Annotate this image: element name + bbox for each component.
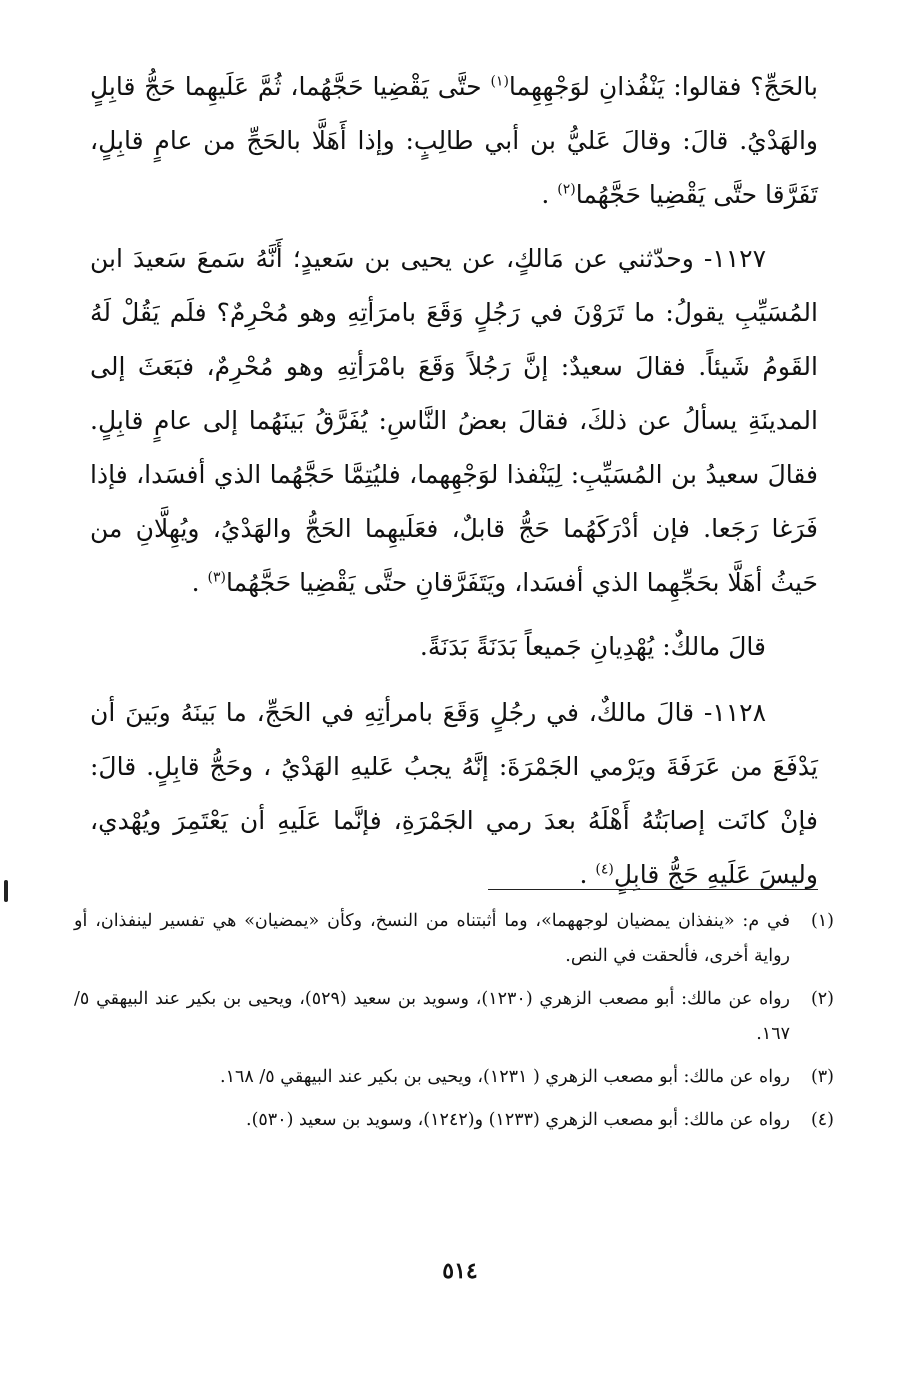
paragraph-end-mark: . [579, 860, 596, 889]
footnote-ref-4[interactable]: (٤) [595, 861, 614, 878]
footnote-2 [74, 982, 834, 1052]
paragraph-hadith-1127 [90, 232, 818, 610]
footnotes-section [74, 904, 834, 1146]
footnote-number: (١) [810, 911, 834, 931]
footnote-number: (٣) [810, 1067, 834, 1087]
paragraph-text: ١١٢٧- وحدّثني عن مَالكٍ، عن يحيى بن سَعيدٍ؛ أَنَّهُ سَمعَ سَعيدَ ابن المُسَيِّبِ يقولُ: ما تَرَوْنَ في رَجُلٍ وَقَعَ بامرَأتِهِ وهو مُحْرِمٌ؟ فلَم يَقُلْ لَهُ القَومُ شَيئاً. فقالَ سعيدٌ: إنَّ رَجُلاً وَقَعَ بامْرَأتِهِ وهو مُحْرِمٌ، فبَعَثَ إلى المدينَةِ يسألُ عن ذلكَ، فقالَ بعضُ النَّاسِ: يُفَرَّقُ بَينَهُما إلى عامٍ قابِلٍ. فقالَ سعيدُ بن المُسَيِّبِ: لِيَنْفذا لوَجْهِهما، فليُتِمَّا حَجَّهُما الذي أفسَدا، فإذا فَرَغا رَجَعا. فإن أدْرَكَهُما حَجُّ قابلٌ، فعَلَيهِما الحَجُّ والهَدْيُ، ويُهِلَّانِ من حَيثُ أهَلَّا بحَجِّهِما الذي أفسَدا، ويَتَفَرَّقانِ حتَّى يَقْضِيا حَجَّهُما [90, 244, 818, 597]
footnote-text: رواه عن مالك: أبو مصعب الزهري (١٢٣٠)، وسويد بن سعيد (٥٢٩)، ويحيى بن بكير عند البيهقي ٥/ ١٦٧. [74, 989, 791, 1044]
paragraph-malik-saying [90, 620, 818, 674]
paragraph-text: حتَّى يَقْضِيا حَجَّهُما، ثُمَّ عَلَيهِما حَجُّ قابِلٍ والهَدْيُ. قالَ: وقالَ عَليُّ بن أبي طالِبٍ: وإذا أَهَلَّا بالحَجِّ من عامٍ قابِلٍ، تَفَرَّقا حتَّى يَقْضِيا حَجَّهُما [90, 72, 818, 209]
footnote-text: في م: «ينفذان يمضيان لوجههما»، وما أثبتناه من النسخ، وكأن «يمضيان» هي تفسير لينفذان، أو رواية أخرى، فألحقت في النص. [74, 911, 790, 966]
footnote-number: (٤) [810, 1110, 834, 1130]
paragraph-end-mark: . [541, 180, 558, 209]
paragraph-text: قالَ مالكٌ: يُهْدِيانِ جَميعاً بَدَنَةً بَدَنَةً. [419, 632, 766, 661]
paragraph-end-mark: . [191, 568, 208, 597]
paragraph-text: ١١٢٨- قالَ مالكٌ، في رجُلٍ وَقَعَ بامرأتِهِ في الحَجِّ، ما بَينَهُ وبَينَ أن يَدْفَعَ من عَرَفَةَ ويَرْمي الجَمْرَةَ: إنَّهُ يجبُ عَليهِ الهَدْيُ ، وحَجُّ قابِلٍ. قالَ: فإنْ كانَت إصابَتُهُ أَهْلَهُ بعدَ رمي الجَمْرَةِ، فإنَّما عَلَيهِ أن يَعْتَمِرَ ويُهْدي، وليسَ عَلَيهِ حَجُّ قابِلٍ [90, 698, 818, 889]
scan-margin-mark [4, 880, 8, 902]
footnote-number: (٢) [810, 989, 834, 1009]
footnote-ref-3[interactable]: (٣) [207, 569, 226, 586]
paragraph-text: بالحَجِّ؟ فقالوا: يَنْفُذانِ لوَجْهِهِما [508, 72, 818, 101]
footnote-ref-2[interactable]: (٢) [557, 181, 576, 198]
footnote-text: رواه عن مالك: أبو مصعب الزهري (١٢٣٣) و(١٢٤٢)، وسويد بن سعيد (٥٣٠). [246, 1110, 790, 1130]
paragraph-hadith-1128 [90, 686, 818, 902]
paragraph-continuation [90, 60, 818, 222]
footnote-1 [74, 904, 834, 974]
main-text [90, 60, 818, 912]
footnote-ref-1[interactable]: (١) [490, 73, 509, 90]
footnote-text: رواه عن مالك: أبو مصعب الزهري ( ١٢٣١)، ويحيى بن بكير عند البيهقي ٥/ ١٦٨. [220, 1067, 790, 1087]
footnote-divider [488, 889, 818, 890]
footnote-4 [74, 1103, 834, 1138]
page-number: ٥١٤ [442, 1258, 478, 1284]
footnote-3 [74, 1060, 834, 1095]
